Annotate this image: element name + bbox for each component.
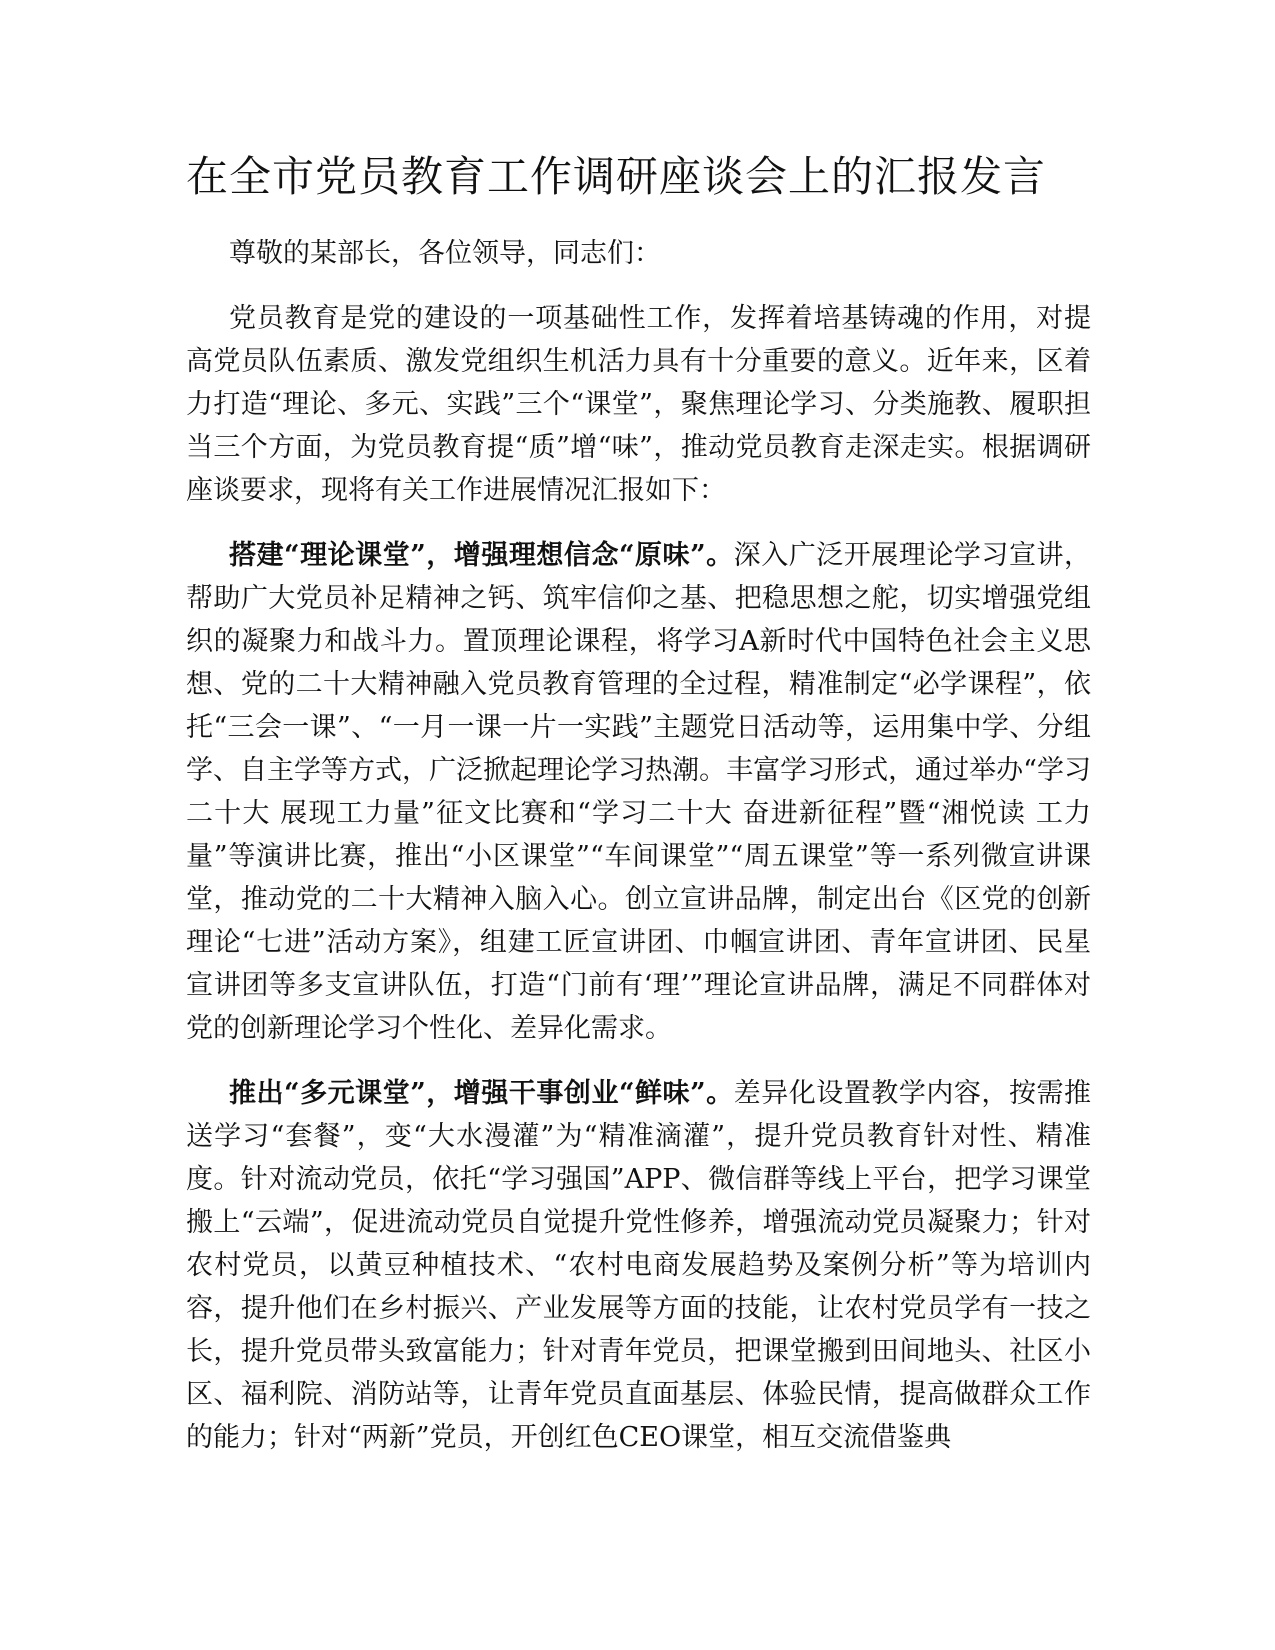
section-theory-classroom [186, 534, 1091, 1050]
salutation: 尊敬的某部长，各位领导，同志们： [229, 238, 661, 269]
section-heading-theory: 搭建“理论课堂”，增强理想信念“原味”。 [229, 540, 734, 571]
section-body-theory: 深入广泛开展理论学习宣讲，帮助广大党员补足精神之钙、筑牢信仰之基、把稳思想之舵，切实增强党组织的凝聚力和战斗力。置顶理论课程，将学习A新时代中国特色社会主义思想、党的二十大精神融入党员教育管理的全过程，精准制定“必学课程”，依托“三会一课”、“一月一课一片一实践”主题党日活动等，运用集中学、分组学、自主学等方式，广泛掀起理论学习热潮。丰富学习形式，通过举办“学习二十大 展现工力量”征文比赛和“学习二十大 奋进新征程”暨“湘悦读 工力量”等演讲比赛，推出“小区课堂”“车间课堂”“周五课堂”等一系列微宣讲课堂，推动党的二十大精神入脑入心。创立宣讲品牌，制定出台《区党的创新理论“七进”活动方案》，组建工匠宣讲团、巾帼宣讲团、青年宣讲团、民星宣讲团等多支宣讲队伍，打造“门前有‘理’”理论宣讲品牌，满足不同群体对党的创新理论学习个性化、差异化需求。 [186, 540, 1091, 1044]
document-title: 在全市党员教育工作调研座谈会上的汇报发言 [186, 152, 1047, 201]
document-page [186, 150, 1091, 1481]
section-heading-diverse: 推出“多元课堂”，增强干事创业“鲜味”。 [229, 1078, 734, 1109]
section-body-diverse: 差异化设置教学内容，按需推送学习“套餐”，变“大水漫灌”为“精准滴灌”，提升党员教育针对性、精准度。针对流动党员，依托“学习强国”APP、微信群等线上平台，把学习课堂搬上“云端”，促进流动党员自觉提升党性修养，增强流动党员凝聚力；针对农村党员，以黄豆种植技术、“农村电商发展趋势及案例分析”等为培训内容，提升他们在乡村振兴、产业发展等方面的技能，让农村党员学有一技之长，提升党员带头致富能力；针对青年党员，把课堂搬到田间地头、社区小区、福利院、消防站等，让青年党员直面基层、体验民情，提高做群众工作的能力；针对“两新”党员，开创红色CEO课堂，相互交流借鉴典 [186, 1078, 1091, 1453]
intro-paragraph: 党员教育是党的建设的一项基础性工作，发挥着培基铸魂的作用，对提高党员队伍素质、激发党组织生机活力具有十分重要的意义。近年来，区着力打造“理论、多元、实践”三个“课堂”，聚焦理论学习、分类施教、履职担当三个方面，为党员教育提“质”增“味”，推动党员教育走深走实。根据调研座谈要求，现将有关工作进展情况汇报如下： [186, 303, 1091, 506]
section-diverse-classroom [186, 1072, 1091, 1459]
